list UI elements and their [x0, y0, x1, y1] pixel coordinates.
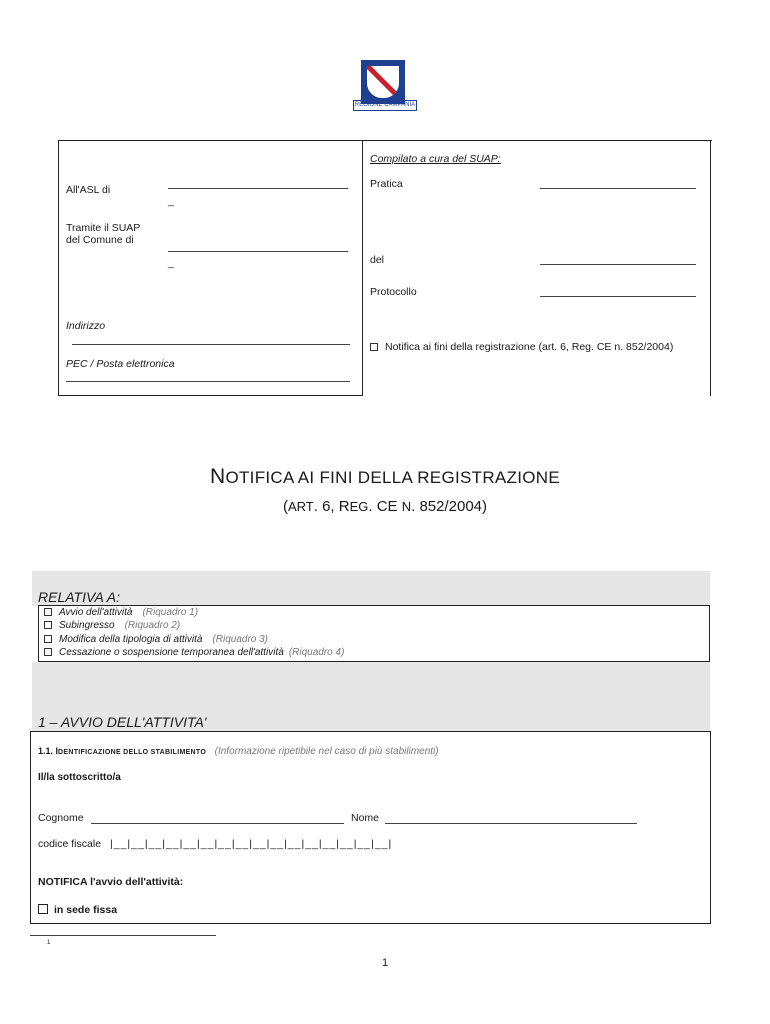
relativa-band	[32, 571, 710, 606]
indirizzo-label: Indirizzo	[66, 320, 106, 332]
notifica-registrazione-option[interactable]	[370, 341, 673, 353]
page-number: 1	[381, 957, 389, 969]
nome-field[interactable]	[385, 823, 637, 824]
suap-label-1: Tramite il SUAP	[66, 222, 141, 234]
header-divider	[362, 140, 363, 396]
del-field[interactable]	[540, 264, 696, 265]
page-subtitle: (ART. 6, REG. CE N. 852/2004)	[282, 498, 488, 515]
codice-fiscale-label: codice fiscale	[38, 838, 102, 850]
relativa-heading: RELATIVA A:	[38, 589, 120, 605]
nome-label: Nome	[351, 812, 380, 824]
asl-field-tail: _	[168, 195, 174, 207]
header-right-border	[710, 140, 711, 396]
sede-fissa-option[interactable]: in sede fissa	[38, 904, 117, 916]
asl-label: All'ASL di	[66, 184, 111, 196]
suap-label-2: del Comune di	[66, 234, 134, 246]
coat-of-arms-icon	[366, 65, 400, 99]
pec-label: PEC / Posta elettronica	[66, 358, 175, 370]
pratica-label: Pratica	[370, 178, 403, 190]
logo-caption: REGIONE CAMPANIA	[353, 100, 417, 111]
cognome-field[interactable]	[91, 823, 344, 824]
asl-field[interactable]	[168, 188, 348, 189]
option-modifica[interactable]: Modifica della tipologia di attività (Riquadro 3)	[44, 634, 268, 645]
checkbox-icon[interactable]	[44, 608, 52, 616]
checkbox-icon[interactable]	[44, 635, 52, 643]
checkbox-icon[interactable]	[38, 904, 48, 914]
subsection-title: 1.1. IDENTIFICAZIONE DELLO STABILIMENTO (Informazione ripetibile nel caso di più stabilimenti)	[38, 746, 439, 757]
suap-use-label: Compilato a cura del SUAP:	[370, 153, 501, 165]
checkbox-icon[interactable]	[370, 343, 378, 351]
notifica-registrazione-label: Notifica ai fini della registrazione (art. 6, Reg. CE n. 852/2004)	[385, 341, 674, 353]
option-subingresso[interactable]: Subingresso (Riquadro 2)	[44, 620, 180, 631]
suap-field-tail: _	[168, 257, 174, 269]
del-label: del	[370, 254, 385, 266]
section1-heading: 1 – AVVIO DELL'ATTIVITA'	[38, 714, 207, 730]
page-title: NOTIFICA AI FINI DELLA REGISTRAZIONE	[210, 465, 560, 488]
option-cessazione[interactable]: Cessazione o sospensione temporanea dell'attività (Riquadro 4)	[44, 647, 344, 658]
option-avvio[interactable]: Avvio dell'attività (Riquadro 1)	[44, 607, 198, 618]
suap-field[interactable]	[168, 251, 348, 252]
pratica-field[interactable]	[540, 188, 696, 189]
notifica-avvio-label: NOTIFICA l'avvio dell'attività:	[38, 876, 184, 888]
codice-fiscale-boxes[interactable]: |__|__|__|__|__|__|__|__|__|__|__|__|__|__|__|__|	[110, 838, 393, 850]
region-logo	[361, 60, 405, 104]
checkbox-icon[interactable]	[44, 621, 52, 629]
header-bottom-border	[58, 395, 363, 396]
indirizzo-field[interactable]	[72, 344, 350, 345]
protocollo-field[interactable]	[540, 296, 696, 297]
footnote-separator	[30, 935, 216, 936]
section1-box	[30, 731, 711, 924]
checkbox-icon[interactable]	[44, 648, 52, 656]
sottoscritto-label: Il/la sottoscritto/a	[38, 772, 121, 783]
pec-field[interactable]	[66, 381, 350, 382]
protocollo-label: Protocollo	[370, 286, 417, 298]
cognome-label: Cognome	[38, 812, 84, 824]
footnote-number: 1	[47, 940, 51, 946]
